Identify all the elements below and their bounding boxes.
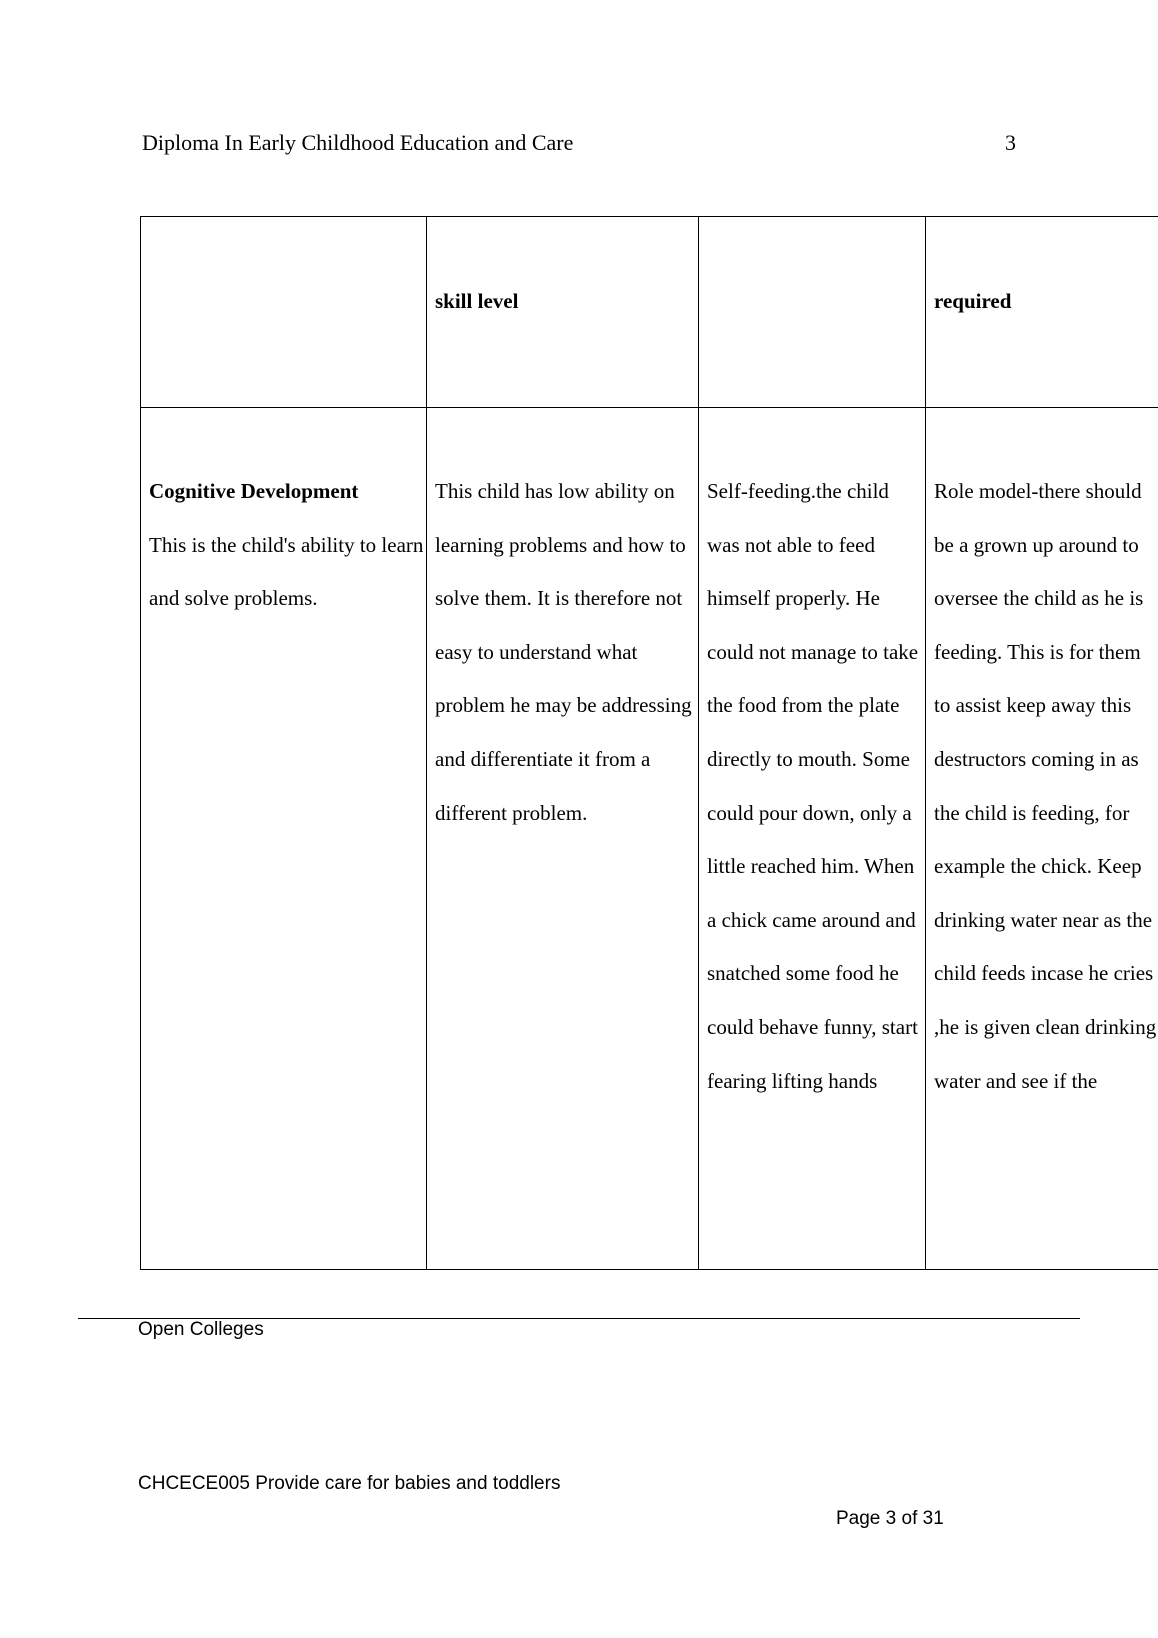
table-header-cell-2 (427, 217, 699, 408)
skill-level-text: This child has low ability on learning problems and how to solve them. It is therefore not easy to understand what problem he may be addressing and differentiate it from a different problem. (435, 479, 692, 825)
domain-title: Cognitive Development (149, 479, 359, 503)
footer-page-label: Page 3 of 31 (836, 1508, 944, 1529)
header-required: required (934, 289, 1012, 313)
table-cell-observation (699, 408, 926, 1270)
footer-unit-title: CHCECE005 Provide care for babies and toddlers (138, 1473, 561, 1494)
table-header-row (141, 217, 1158, 408)
table-header-cell-1 (141, 217, 427, 408)
table-header-cell-4 (926, 217, 1158, 408)
domain-description: This is the child's ability to learn and solve problems. (149, 532, 424, 611)
table-cell-skill-level (427, 408, 699, 1270)
header-skill-level: skill level (435, 289, 519, 313)
running-header-title: Diploma In Early Childhood Education and Care (142, 130, 574, 155)
table-cell-domain (141, 408, 427, 1270)
table-cell-required (926, 408, 1158, 1270)
required-text: Role model-there should be a grown up around to oversee the child as he is feeding. This is for them to assist keep away this destructors coming in as the child is feeding, for example the chick. Keep drinking water near as the child feeds incase he cries ,he is given clean drinking water and see if the (934, 479, 1157, 1093)
observation-text: Self-feeding.the child was not able to feed himself properly. He could not manage to take the food from the plate directly to mouth. Some could pour down, only a little reached him. When a chick came around and snatched some food he could behave funny, start fearing lifting hands (707, 479, 919, 1093)
table-header-cell-3 (699, 217, 926, 408)
development-table (140, 216, 1158, 1270)
footer-organization: Open Colleges (138, 1319, 264, 1340)
running-header-page-number: 3 (1005, 130, 1016, 155)
table-row (141, 408, 1158, 1270)
